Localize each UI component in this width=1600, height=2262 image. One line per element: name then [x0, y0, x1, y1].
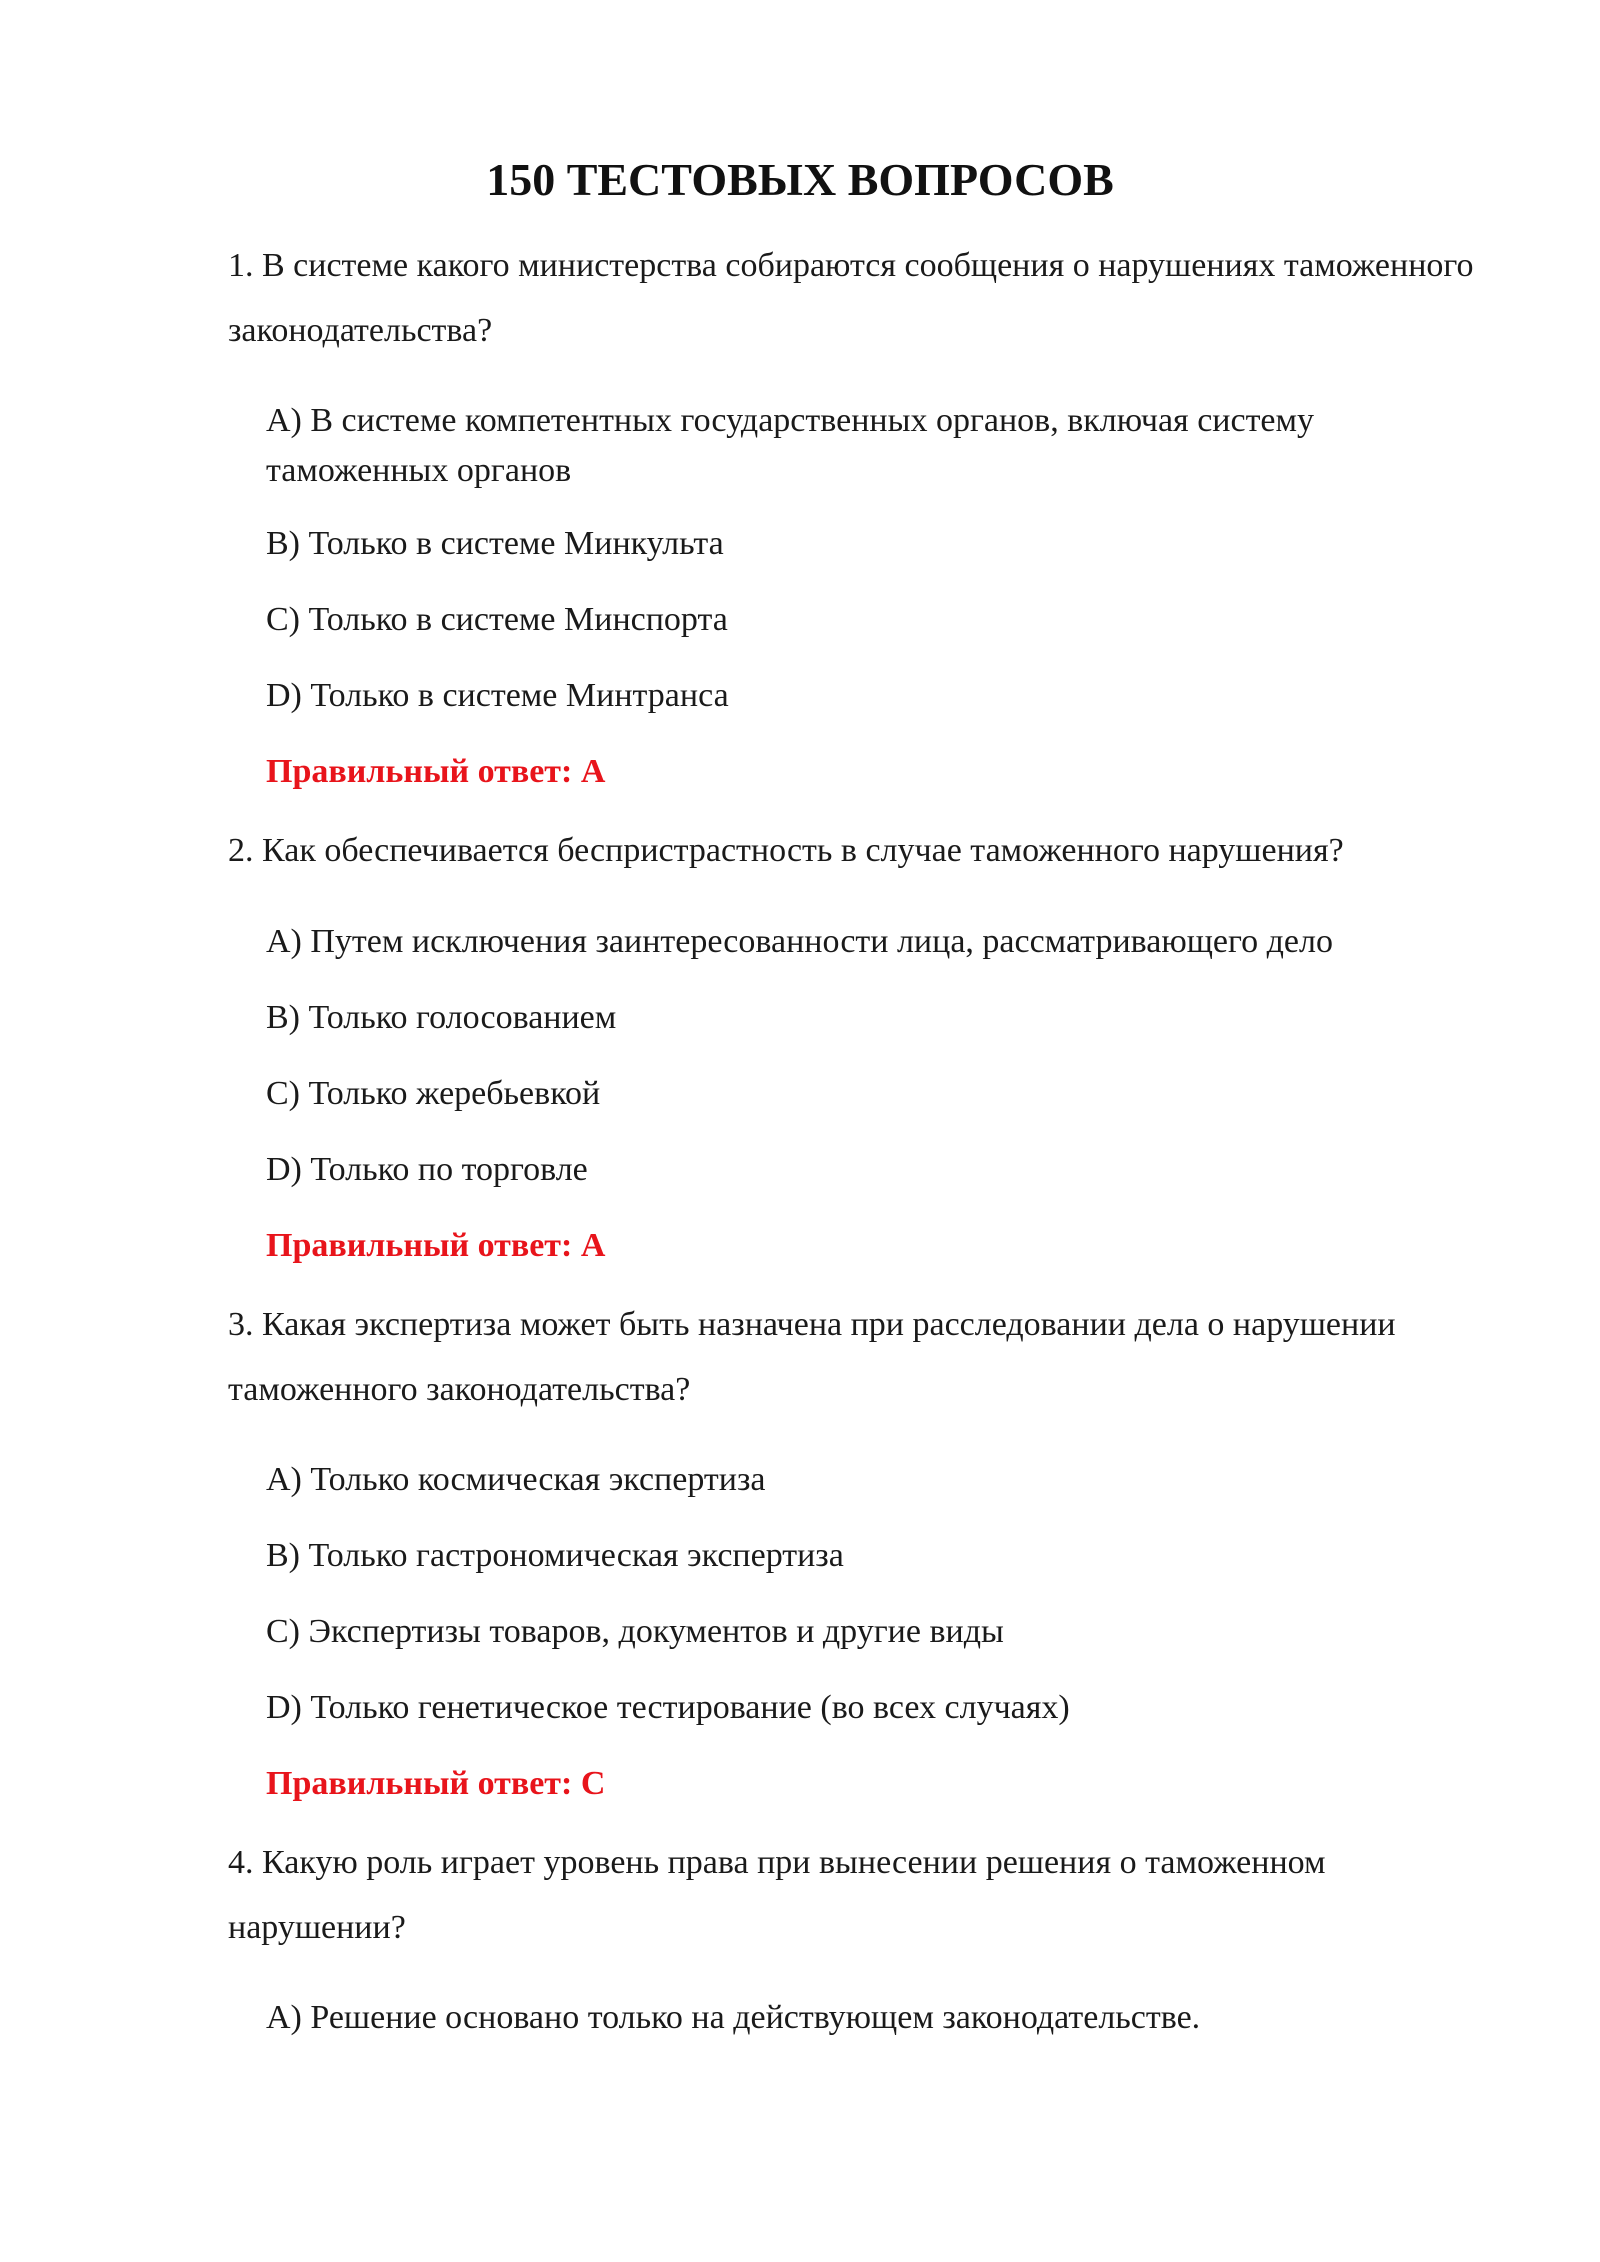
question-2-option-a: A) Путем исключения заинтересованности лица, рассматривающего дело — [266, 923, 1333, 960]
question-3-option-b: B) Только гастрономическая экспертиза — [266, 1537, 844, 1574]
question-2-text: 2. Как обеспечивается беспристрастность в случае таможенного нарушения? — [228, 832, 1344, 869]
question-3-text: 3. Какая экспертиза может быть назначена при расследовании дела о нарушении таможенного законодательства? — [228, 1306, 1396, 1408]
question-3-option-c: C) Экспертизы товаров, документов и другие виды — [266, 1613, 1004, 1650]
question-1-option-c: C) Только в системе Минспорта — [266, 601, 728, 638]
question-4-option-a: A) Решение основано только на действующем законодательстве. — [266, 1999, 1201, 2036]
question-4-text: 4. Какую роль играет уровень права при вынесении решения о таможенном нарушении? — [228, 1844, 1326, 1946]
question-1-option-a: A) В системе компетентных государственных органов, включая систему таможенных органов — [266, 402, 1315, 489]
document-title: 150 ТЕСТОВЫХ ВОПРОСОВ — [486, 154, 1114, 205]
question-2-correct-answer: Правильный ответ: A — [266, 1227, 606, 1264]
question-2-option-d: D) Только по торговле — [266, 1151, 588, 1188]
question-1-option-d: D) Только в системе Минтранса — [266, 677, 729, 714]
question-3-correct-answer: Правильный ответ: C — [266, 1765, 606, 1802]
question-1-option-b: B) Только в системе Минкульта — [266, 525, 724, 562]
question-1-text: 1. В системе какого министерства собираются сообщения о нарушениях таможенного законодательства? — [228, 247, 1474, 349]
question-1-correct-answer: Правильный ответ: A — [266, 753, 606, 790]
question-3-option-a: A) Только космическая экспертиза — [266, 1461, 766, 1498]
question-2-option-b: B) Только голосованием — [266, 999, 617, 1036]
question-3-option-d: D) Только генетическое тестирование (во всех случаях) — [266, 1689, 1070, 1726]
question-2-option-c: C) Только жеребьевкой — [266, 1075, 601, 1112]
